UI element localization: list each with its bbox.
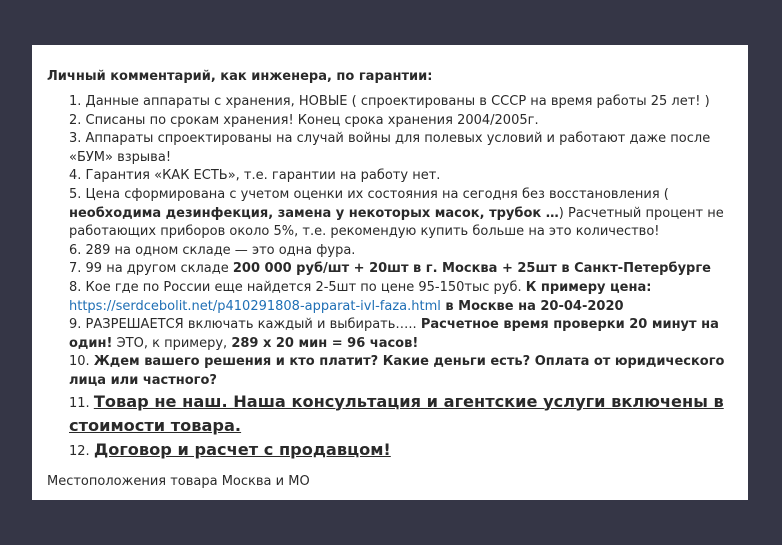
- page-heading: Личный комментарий, как инженера, по гарантии:: [47, 69, 433, 84]
- item-11-number: 11.: [69, 395, 94, 411]
- location-note: Местоположения товара Москва и МО: [47, 473, 310, 489]
- list-item-2: [69, 112, 734, 131]
- list-item-1: [69, 93, 734, 112]
- list-item-12: [69, 439, 734, 463]
- item-4-text: 4. Гарантия «КАК ЕСТЬ», т.е. гарантии на работу нет.: [69, 168, 441, 184]
- item-1-text: 1. Данные аппараты с хранения, НОВЫЕ ( спроектированы в СССР на время работы 25 лет! ): [69, 94, 710, 109]
- price-example-link[interactable]: https://serdcebolit.net/p410291808-apparat-ivl-faza.html: [69, 298, 441, 314]
- item-9-text-bold: Расчетное время проверки 20 минут на один!: [69, 317, 719, 351]
- item-8-text-c: в Москве на 20-04-2020: [440, 298, 624, 314]
- item-12-text: Договор и расчет с продавцом!: [93, 439, 391, 459]
- list-item-3: [69, 130, 734, 167]
- content-card: [32, 45, 748, 500]
- item-5-text-bold: необходима дезинфекция, замена у некоторых масок, трубок …: [69, 205, 559, 221]
- list-item-4: [69, 167, 734, 186]
- item-10-text: Ждем вашего решения и кто платит? Какие деньги есть? Оплата от юридического лица или частного?: [69, 354, 725, 388]
- item-5-text-a: 5. Цена сформирована с учетом оценки их состояния на сегодня без восстановления (: [69, 186, 669, 202]
- list-item-10: [69, 353, 734, 390]
- item-6-text: 6. 289 на одном складе — это одна фура.: [69, 242, 356, 258]
- list-item-5: [69, 186, 734, 242]
- item-12-number: 12.: [69, 443, 94, 459]
- item-9-text-bold-2: 289 х 20 мин = 96 часов!: [231, 335, 419, 351]
- item-5-text-c: ) Расчетный процент не работающих приборов около 5%, т.е. рекомендую купить больше на это количество!: [69, 205, 724, 240]
- item-2-text: 2. Списаны по срокам хранения! Конец срока хранения 2004/2005г.: [69, 112, 539, 128]
- item-8-text-a: 8. Кое где по России еще найдется 2-5шт по цене 95-150тыс руб.: [69, 279, 526, 295]
- item-11-text: Товар не наш. Наша консультация и агентские услуги включены в стоимости товара.: [69, 391, 724, 435]
- item-7-text-bold: 200 000 руб/шт + 20шт в г. Москва + 25шт в Санкт-Петербурге: [232, 261, 711, 277]
- item-7-text-a: 7. 99 на другом складе: [69, 261, 233, 277]
- item-8-text-bold: К примеру цена:: [525, 279, 652, 295]
- comment-list: [47, 93, 734, 463]
- list-item-6: [69, 242, 734, 261]
- list-item-11: [69, 391, 734, 439]
- list-item-9: [69, 316, 734, 353]
- item-9-text-c: ЭТО, к примеру,: [112, 335, 232, 351]
- list-item-8: [69, 279, 734, 316]
- list-item-7: [69, 260, 734, 279]
- item-10-number: 10.: [69, 354, 94, 370]
- item-3-text: 3. Аппараты спроектированы на случай войны для полевых условий и работают даже после «БУМ» взрыва!: [69, 131, 711, 165]
- item-9-text-a: 9. РАЗРЕШАЕТСЯ включать каждый и выбирать…..: [69, 317, 421, 333]
